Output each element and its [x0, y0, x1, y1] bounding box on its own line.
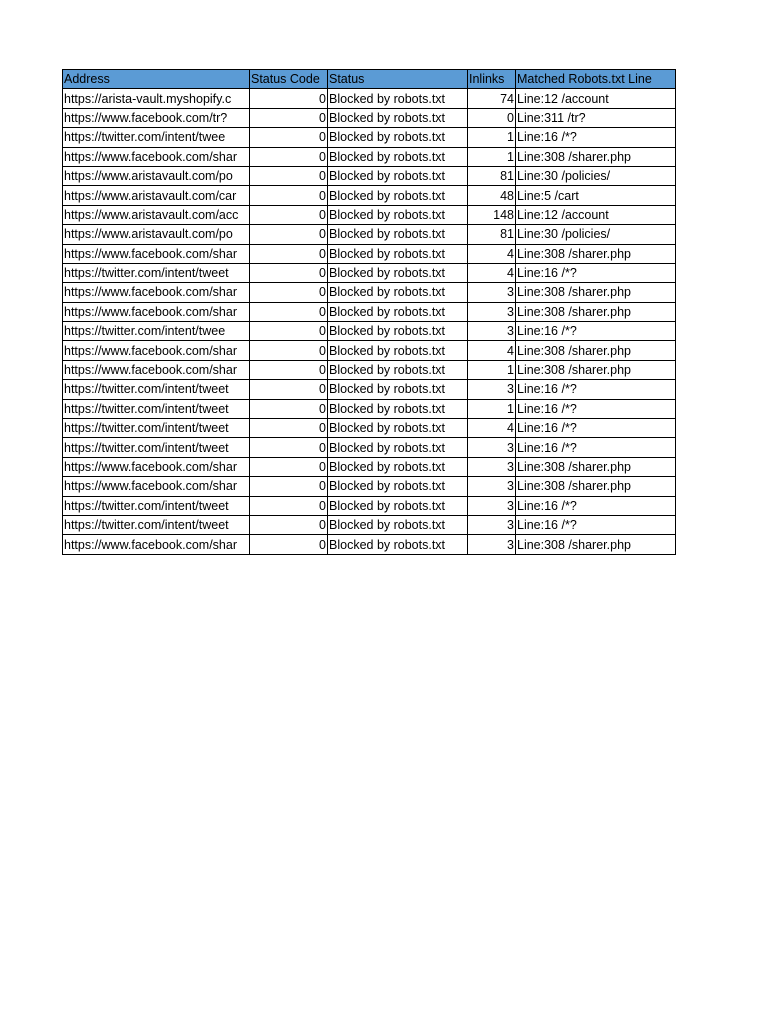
table-row	[63, 263, 676, 282]
table-row	[63, 205, 676, 224]
cell-address[interactable]: https://www.facebook.com/shar	[63, 535, 250, 554]
cell-address[interactable]: https://www.facebook.com/shar	[63, 341, 250, 360]
cell-status-code[interactable]: 0	[250, 477, 328, 496]
cell-status[interactable]: Blocked by robots.txt	[328, 244, 468, 263]
cell-inlinks[interactable]: 48	[468, 186, 516, 205]
cell-status-code[interactable]: 0	[250, 380, 328, 399]
cell-status[interactable]: Blocked by robots.txt	[328, 535, 468, 554]
cell-matched-robots-line[interactable]: Line:16 /*?	[516, 399, 676, 418]
cell-inlinks[interactable]: 1	[468, 128, 516, 147]
cell-status-code[interactable]: 0	[250, 438, 328, 457]
column-header-inlinks[interactable]: Inlinks	[468, 70, 516, 89]
table-row	[63, 515, 676, 534]
table-row	[63, 535, 676, 554]
cell-matched-robots-line[interactable]: Line:308 /sharer.php	[516, 283, 676, 302]
cell-matched-robots-line[interactable]: Line:30 /policies/	[516, 225, 676, 244]
table-row	[63, 341, 676, 360]
cell-status[interactable]: Blocked by robots.txt	[328, 108, 468, 127]
cell-address[interactable]: https://twitter.com/intent/tweet	[63, 419, 250, 438]
cell-status-code[interactable]: 0	[250, 322, 328, 341]
cell-status-code[interactable]: 0	[250, 399, 328, 418]
cell-status[interactable]: Blocked by robots.txt	[328, 457, 468, 476]
cell-status[interactable]: Blocked by robots.txt	[328, 419, 468, 438]
cell-inlinks[interactable]: 81	[468, 166, 516, 185]
cell-status[interactable]: Blocked by robots.txt	[328, 147, 468, 166]
cell-status-code[interactable]: 0	[250, 263, 328, 282]
table-row	[63, 496, 676, 515]
cell-address[interactable]: https://www.aristavault.com/car	[63, 186, 250, 205]
cell-status-code[interactable]: 0	[250, 341, 328, 360]
cell-inlinks[interactable]: 4	[468, 263, 516, 282]
cell-inlinks[interactable]: 3	[468, 535, 516, 554]
column-header-address[interactable]: Address	[63, 70, 250, 89]
cell-matched-robots-line[interactable]: Line:308 /sharer.php	[516, 477, 676, 496]
table-row	[63, 147, 676, 166]
cell-matched-robots-line[interactable]: Line:16 /*?	[516, 128, 676, 147]
cell-inlinks[interactable]: 4	[468, 244, 516, 263]
column-header-status[interactable]: Status	[328, 70, 468, 89]
cell-inlinks[interactable]: 0	[468, 108, 516, 127]
cell-address[interactable]: https://www.facebook.com/tr?	[63, 108, 250, 127]
cell-address[interactable]: https://www.facebook.com/shar	[63, 147, 250, 166]
cell-address[interactable]: https://www.facebook.com/shar	[63, 477, 250, 496]
cell-status-code[interactable]: 0	[250, 283, 328, 302]
cell-address[interactable]: https://twitter.com/intent/tweet	[63, 399, 250, 418]
table-row	[63, 360, 676, 379]
header-row	[63, 70, 676, 89]
cell-inlinks[interactable]: 1	[468, 399, 516, 418]
cell-matched-robots-line[interactable]: Line:308 /sharer.php	[516, 244, 676, 263]
cell-inlinks[interactable]: 74	[468, 89, 516, 108]
table-row	[63, 128, 676, 147]
cell-matched-robots-line[interactable]: Line:308 /sharer.php	[516, 535, 676, 554]
column-header-matched-robots-line[interactable]: Matched Robots.txt Line	[516, 70, 676, 89]
table-row	[63, 380, 676, 399]
cell-inlinks[interactable]: 3	[468, 496, 516, 515]
cell-inlinks[interactable]: 81	[468, 225, 516, 244]
cell-matched-robots-line[interactable]: Line:308 /sharer.php	[516, 360, 676, 379]
cell-matched-robots-line[interactable]: Line:16 /*?	[516, 322, 676, 341]
cell-inlinks[interactable]: 3	[468, 302, 516, 321]
cell-address[interactable]: https://twitter.com/intent/tweet	[63, 380, 250, 399]
cell-status[interactable]: Blocked by robots.txt	[328, 438, 468, 457]
table-row	[63, 244, 676, 263]
cell-address[interactable]: https://arista-vault.myshopify.c	[63, 89, 250, 108]
cell-status-code[interactable]: 0	[250, 147, 328, 166]
cell-status-code[interactable]: 0	[250, 535, 328, 554]
cell-inlinks[interactable]: 3	[468, 477, 516, 496]
cell-status-code[interactable]: 0	[250, 205, 328, 224]
table-body	[63, 89, 676, 554]
cell-matched-robots-line[interactable]: Line:311 /tr?	[516, 108, 676, 127]
cell-status-code[interactable]: 0	[250, 186, 328, 205]
cell-matched-robots-line[interactable]: Line:308 /sharer.php	[516, 457, 676, 476]
cell-status[interactable]: Blocked by robots.txt	[328, 496, 468, 515]
table-row	[63, 399, 676, 418]
cell-status-code[interactable]: 0	[250, 166, 328, 185]
robots-blocked-table	[62, 69, 676, 555]
cell-matched-robots-line[interactable]: Line:16 /*?	[516, 263, 676, 282]
cell-inlinks[interactable]: 4	[468, 341, 516, 360]
table-row	[63, 108, 676, 127]
cell-status-code[interactable]: 0	[250, 360, 328, 379]
cell-inlinks[interactable]: 3	[468, 515, 516, 534]
cell-status[interactable]: Blocked by robots.txt	[328, 186, 468, 205]
cell-status[interactable]: Blocked by robots.txt	[328, 283, 468, 302]
cell-status[interactable]: Blocked by robots.txt	[328, 89, 468, 108]
cell-address[interactable]: https://twitter.com/intent/tweet	[63, 515, 250, 534]
cell-matched-robots-line[interactable]: Line:308 /sharer.php	[516, 341, 676, 360]
cell-address[interactable]: https://www.facebook.com/shar	[63, 244, 250, 263]
cell-matched-robots-line[interactable]: Line:308 /sharer.php	[516, 147, 676, 166]
cell-status-code[interactable]: 0	[250, 244, 328, 263]
table-row	[63, 419, 676, 438]
cell-status[interactable]: Blocked by robots.txt	[328, 225, 468, 244]
cell-status-code[interactable]: 0	[250, 496, 328, 515]
cell-inlinks[interactable]: 1	[468, 360, 516, 379]
cell-status-code[interactable]: 0	[250, 515, 328, 534]
cell-status-code[interactable]: 0	[250, 108, 328, 127]
cell-inlinks[interactable]: 3	[468, 322, 516, 341]
table-row	[63, 225, 676, 244]
cell-status[interactable]: Blocked by robots.txt	[328, 128, 468, 147]
cell-address[interactable]: https://twitter.com/intent/tweet	[63, 496, 250, 515]
cell-inlinks[interactable]: 3	[468, 457, 516, 476]
table-row	[63, 322, 676, 341]
cell-address[interactable]: https://twitter.com/intent/tweet	[63, 438, 250, 457]
cell-status-code[interactable]: 0	[250, 302, 328, 321]
cell-status[interactable]: Blocked by robots.txt	[328, 166, 468, 185]
cell-status[interactable]: Blocked by robots.txt	[328, 341, 468, 360]
cell-status-code[interactable]: 0	[250, 419, 328, 438]
cell-address[interactable]: https://twitter.com/intent/twee	[63, 128, 250, 147]
cell-inlinks[interactable]: 4	[468, 419, 516, 438]
cell-status-code[interactable]: 0	[250, 457, 328, 476]
cell-inlinks[interactable]: 3	[468, 380, 516, 399]
cell-matched-robots-line[interactable]: Line:16 /*?	[516, 515, 676, 534]
cell-inlinks[interactable]: 1	[468, 147, 516, 166]
cell-address[interactable]: https://twitter.com/intent/tweet	[63, 263, 250, 282]
cell-address[interactable]: https://www.aristavault.com/po	[63, 225, 250, 244]
cell-inlinks[interactable]: 3	[468, 283, 516, 302]
cell-inlinks[interactable]: 3	[468, 438, 516, 457]
cell-matched-robots-line[interactable]: Line:16 /*?	[516, 438, 676, 457]
cell-matched-robots-line[interactable]: Line:12 /account	[516, 89, 676, 108]
cell-inlinks[interactable]: 148	[468, 205, 516, 224]
cell-matched-robots-line[interactable]: Line:308 /sharer.php	[516, 302, 676, 321]
cell-matched-robots-line[interactable]: Line:12 /account	[516, 205, 676, 224]
table-row	[63, 89, 676, 108]
cell-status-code[interactable]: 0	[250, 225, 328, 244]
cell-matched-robots-line[interactable]: Line:16 /*?	[516, 380, 676, 399]
table-row	[63, 166, 676, 185]
cell-status[interactable]: Blocked by robots.txt	[328, 205, 468, 224]
cell-status[interactable]: Blocked by robots.txt	[328, 515, 468, 534]
cell-matched-robots-line[interactable]: Line:16 /*?	[516, 419, 676, 438]
cell-status-code[interactable]: 0	[250, 128, 328, 147]
table-row	[63, 477, 676, 496]
cell-matched-robots-line[interactable]: Line:5 /cart	[516, 186, 676, 205]
table-row	[63, 186, 676, 205]
cell-address[interactable]: https://www.aristavault.com/po	[63, 166, 250, 185]
column-header-status-code[interactable]: Status Code	[250, 70, 328, 89]
cell-status[interactable]: Blocked by robots.txt	[328, 302, 468, 321]
cell-status[interactable]: Blocked by robots.txt	[328, 399, 468, 418]
table-row	[63, 438, 676, 457]
table-row	[63, 457, 676, 476]
table-row	[63, 283, 676, 302]
cell-address[interactable]: https://www.facebook.com/shar	[63, 360, 250, 379]
cell-address[interactable]: https://www.facebook.com/shar	[63, 457, 250, 476]
cell-matched-robots-line[interactable]: Line:30 /policies/	[516, 166, 676, 185]
cell-status-code[interactable]: 0	[250, 89, 328, 108]
cell-status[interactable]: Blocked by robots.txt	[328, 360, 468, 379]
cell-status[interactable]: Blocked by robots.txt	[328, 477, 468, 496]
cell-status[interactable]: Blocked by robots.txt	[328, 380, 468, 399]
table-row	[63, 302, 676, 321]
cell-address[interactable]: https://twitter.com/intent/twee	[63, 322, 250, 341]
cell-address[interactable]: https://www.facebook.com/shar	[63, 283, 250, 302]
cell-matched-robots-line[interactable]: Line:16 /*?	[516, 496, 676, 515]
cell-address[interactable]: https://www.aristavault.com/acc	[63, 205, 250, 224]
cell-status[interactable]: Blocked by robots.txt	[328, 263, 468, 282]
cell-address[interactable]: https://www.facebook.com/shar	[63, 302, 250, 321]
cell-status[interactable]: Blocked by robots.txt	[328, 322, 468, 341]
